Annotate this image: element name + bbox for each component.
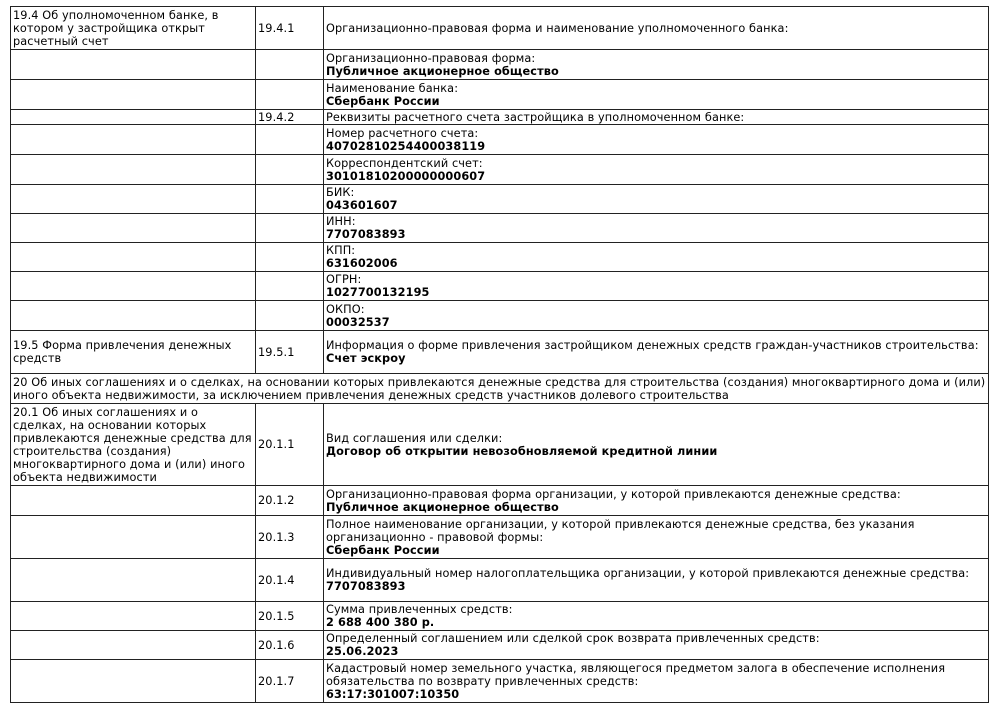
table-row [11, 185, 989, 214]
table-row [11, 559, 989, 602]
item-label: Кадастровый номер земельного участка, являющегося предметом залога в обеспечение исполнения обязательства по возврату привлеченных средств: [326, 661, 946, 688]
empty-cell [11, 486, 256, 516]
item-number [256, 243, 324, 272]
item-number [256, 214, 324, 243]
empty-cell [11, 243, 256, 272]
item-content [324, 559, 989, 602]
item-value: 7707083893 [326, 228, 406, 241]
item-number: 19.5.1 [256, 331, 324, 374]
item-number: 20.1.5 [256, 602, 324, 631]
item-value: 63:17:301007:10350 [326, 687, 460, 701]
table-row [11, 602, 989, 631]
empty-cell [11, 214, 256, 243]
table-row [11, 243, 989, 272]
item-value: Сбербанк России [326, 543, 440, 557]
table-row [11, 7, 989, 50]
empty-cell [11, 660, 256, 703]
item-value: 7707083893 [326, 580, 406, 593]
item-content [324, 331, 989, 374]
item-number: 19.4.2 [256, 110, 324, 125]
item-content [324, 486, 989, 516]
item-label: БИК: [326, 186, 355, 199]
item-value: 25.06.2023 [326, 645, 399, 658]
empty-cell [11, 80, 256, 110]
item-label: Сумма привлеченных средств: [326, 603, 513, 616]
table-row [11, 272, 989, 301]
empty-cell [11, 631, 256, 660]
item-content [324, 301, 989, 331]
item-number [256, 301, 324, 331]
item-number: 20.1.1 [256, 404, 324, 486]
item-content [324, 155, 989, 185]
section-title-19-5: 19.5 Форма привлечения денежных средств [11, 331, 256, 374]
item-label: ОГРН: [326, 273, 362, 286]
item-label: Индивидуальный номер налогоплательщика организации, у которой привлекаются денежные средства: [326, 567, 970, 580]
item-number: 20.1.3 [256, 516, 324, 559]
item-value: Счет эскроу [326, 352, 406, 365]
item-value: 40702810254400038119 [326, 139, 486, 153]
item-label: ОКПО: [326, 302, 365, 316]
item-content [324, 243, 989, 272]
item-number [256, 80, 324, 110]
table-row [11, 331, 989, 374]
item-label: Корреспондентский счет: [326, 156, 483, 170]
table-row [11, 486, 989, 516]
disclosure-table [10, 6, 989, 703]
item-value: Публичное акционерное общество [326, 64, 559, 78]
table-row [11, 50, 989, 80]
section-title-19-4: 19.4 Об уполномоченном банке, в котором у застройщика открыт расчетный счет [11, 7, 256, 50]
table-row [11, 155, 989, 185]
item-number [256, 50, 324, 80]
empty-cell [11, 50, 256, 80]
item-content [324, 110, 989, 125]
item-label: Определенный соглашением или сделкой срок возврата привлеченных средств: [326, 632, 820, 645]
empty-cell [11, 559, 256, 602]
item-label: Наименование банка: [326, 81, 459, 95]
item-number: 20.1.4 [256, 559, 324, 602]
item-label: Номер расчетного счета: [326, 126, 479, 140]
item-content [324, 631, 989, 660]
table-row [11, 214, 989, 243]
empty-cell [11, 185, 256, 214]
item-number: 20.1.2 [256, 486, 324, 516]
item-value: Публичное акционерное общество [326, 500, 559, 514]
table-row [11, 374, 989, 404]
item-label: Организационно-правовая форма и наименование уполномоченного банка: [326, 21, 789, 35]
empty-cell [11, 516, 256, 559]
empty-cell [11, 301, 256, 331]
table-row [11, 660, 989, 703]
item-value: 30101810200000000607 [326, 169, 486, 183]
item-number: 20.1.7 [256, 660, 324, 703]
item-number [256, 155, 324, 185]
item-content [324, 404, 989, 486]
item-content [324, 272, 989, 301]
item-value: 2 688 400 380 р. [326, 616, 435, 629]
item-number: 20.1.6 [256, 631, 324, 660]
item-number [256, 272, 324, 301]
item-content [324, 602, 989, 631]
item-label: Реквизиты расчетного счета застройщика в уполномоченном банке: [326, 110, 745, 124]
empty-cell [11, 272, 256, 301]
item-number [256, 125, 324, 155]
item-value: 00032537 [326, 315, 390, 329]
item-value: Сбербанк России [326, 94, 440, 108]
table-row [11, 631, 989, 660]
item-label: Организационно-правовая форма: [326, 51, 536, 65]
table-row [11, 110, 989, 125]
item-label: Полное наименование организации, у которой привлекаются денежные средства, без указания организационно - правовой формы: [326, 517, 915, 544]
item-content [324, 125, 989, 155]
item-number [256, 185, 324, 214]
item-content [324, 50, 989, 80]
table-row [11, 516, 989, 559]
item-label: Организационно-правовая форма организации, у которой привлекаются денежные средства: [326, 487, 901, 501]
item-value: 043601607 [326, 199, 398, 212]
empty-cell [11, 125, 256, 155]
item-label: Вид соглашения или сделки: [326, 431, 503, 445]
empty-cell [11, 602, 256, 631]
table-row [11, 80, 989, 110]
item-content [324, 660, 989, 703]
item-label: ИНН: [326, 215, 356, 228]
item-content [324, 7, 989, 50]
item-content [324, 185, 989, 214]
item-content [324, 214, 989, 243]
item-label: Информация о форме привлечения застройщиком денежных средств граждан-участников строительства: [326, 339, 979, 352]
item-content [324, 516, 989, 559]
table-row [11, 404, 989, 486]
empty-cell [11, 155, 256, 185]
item-label: КПП: [326, 244, 356, 257]
table-row [11, 301, 989, 331]
item-value: 1027700132195 [326, 286, 430, 299]
item-content [324, 80, 989, 110]
item-number: 19.4.1 [256, 7, 324, 50]
item-value: 631602006 [326, 257, 398, 270]
empty-cell [11, 110, 256, 125]
section-title-20: 20 Об иных соглашениях и о сделках, на основании которых привлекаются денежные средства для строительства (создания) многоквартирного дома и (или) иного объекта недвижимости, за исключением привлечения денежных средств участников долевого строительства [11, 374, 989, 404]
section-title-20-1: 20.1 Об иных соглашениях и о сделках, на основании которых привлекаются денежные средства для строительства (создания) многоквартирного дома и (или) иного объекта недвижимости [11, 404, 256, 486]
item-value: Договор об открытии невозобновляемой кредитной линии [326, 444, 718, 458]
table-row [11, 125, 989, 155]
